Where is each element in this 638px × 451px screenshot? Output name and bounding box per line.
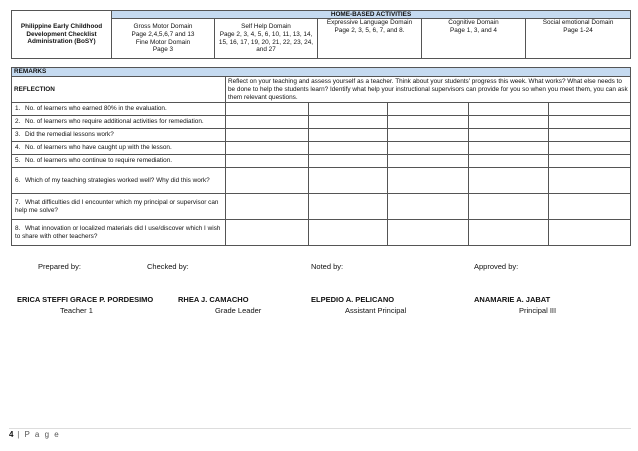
answer-cell[interactable] — [226, 116, 309, 129]
domain-name: Fine Motor Domain — [135, 38, 191, 46]
question-number: 6. — [15, 176, 21, 184]
answer-cell[interactable] — [309, 103, 388, 116]
question-text: No. of learners who continue to require remediation. — [25, 157, 173, 164]
domain-pages: Page 2, 3, 4, 5, 6, 10, 11, 13, 14, 15, 16, 17, 19, 20, 21, 22, 23, 24, and 27 — [218, 30, 314, 54]
answer-cell[interactable] — [309, 220, 388, 246]
reflection-question — [12, 142, 226, 155]
domain-pages: Page 1-24 — [563, 26, 593, 34]
answer-cell[interactable] — [388, 220, 469, 246]
answer-cell[interactable] — [469, 194, 549, 220]
answer-cell[interactable] — [469, 142, 549, 155]
answer-cell[interactable] — [549, 142, 631, 155]
answer-cell[interactable] — [469, 129, 549, 142]
question-text: Which of my teaching strategies worked well? Why did this work? — [25, 176, 210, 184]
answer-cell[interactable] — [309, 142, 388, 155]
answer-cell[interactable] — [388, 194, 469, 220]
approver-position: Principal III — [519, 306, 557, 315]
domain-pages: Page 3 — [152, 46, 174, 54]
remarks-table — [11, 67, 631, 246]
program-title-cell — [12, 11, 112, 59]
domain-pages: Page 2,4,5,6,7 and 13 — [131, 30, 195, 38]
question-text: No. of learners who have caught up with the lesson. — [25, 144, 172, 151]
answer-cell[interactable] — [469, 155, 549, 168]
domain-cell-cognitive — [422, 19, 526, 59]
approver-name: ANAMARIE A. JABAT — [474, 295, 551, 304]
question-text: What innovation or localized materials did I use/discover which I wish to share with other teachers? — [15, 224, 221, 240]
answer-cell[interactable] — [388, 155, 469, 168]
answer-cell[interactable] — [549, 103, 631, 116]
noter-position: Assistant Principal — [345, 306, 407, 315]
program-title: Philippine Early Childhood Development Checklist Administration (BoSY) — [20, 22, 103, 46]
question-number: 7. — [15, 198, 21, 206]
answer-cell[interactable] — [226, 155, 309, 168]
answer-cell[interactable] — [309, 168, 388, 194]
home-based-activities-table — [11, 10, 631, 59]
question-text: No. of learners who earned 80% in the evaluation. — [25, 105, 167, 112]
preparer-name: ERICA STEFFI GRACE P. PORDESIMO — [17, 295, 154, 304]
reflection-label: REFLECTION — [12, 77, 226, 103]
question-number: 5. — [15, 157, 21, 164]
domain-cell-gross-motor — [112, 19, 215, 59]
answer-cell[interactable] — [549, 220, 631, 246]
answer-cell[interactable] — [549, 116, 631, 129]
question-number: 8. — [15, 224, 21, 232]
domain-name: Self Help Domain — [241, 22, 291, 30]
noter-name: ELPEDIO A. PELICANO — [311, 295, 395, 304]
question-number: 4. — [15, 144, 21, 151]
domain-pages: Page 2, 3, 5, 6, 7, and 8. — [334, 26, 405, 34]
home-based-activities-heading: HOME-BASED ACTIVITIES — [112, 11, 631, 19]
reflection-question — [12, 194, 226, 220]
reflection-question — [12, 129, 226, 142]
domain-name: Cognitive Domain — [448, 19, 499, 26]
answer-cell[interactable] — [309, 194, 388, 220]
remarks-heading: REMARKS — [12, 68, 631, 77]
reflection-prompt: Reflect on your teaching and assess yourself as a teacher. Think about your students' progress this week. What works? What else needs to be done to help the students learn? Identify what help your instructional supervisors can provide for you so when you meet them, you can ask them relevant questions. — [226, 77, 631, 103]
reflection-question — [12, 103, 226, 116]
domain-name: Gross Motor Domain — [133, 22, 193, 30]
answer-cell[interactable] — [226, 168, 309, 194]
answer-cell[interactable] — [388, 142, 469, 155]
answer-cell[interactable] — [388, 129, 469, 142]
answer-cell[interactable] — [309, 116, 388, 129]
answer-cell[interactable] — [309, 155, 388, 168]
question-text: Did the remedial lessons work? — [25, 131, 114, 138]
question-number: 1. — [15, 105, 21, 112]
reflection-question — [12, 116, 226, 129]
answer-cell[interactable] — [469, 103, 549, 116]
page-footer — [9, 430, 60, 439]
answer-cell[interactable] — [388, 168, 469, 194]
answer-cell[interactable] — [469, 168, 549, 194]
domain-cell-expressive-language — [318, 19, 422, 59]
question-text: No. of learners who require additional activities for remediation. — [25, 118, 204, 125]
question-text: What difficulties did I encounter which my principal or supervisor can help me solve? — [15, 198, 219, 214]
approved-by-label: Approved by: — [474, 262, 519, 271]
answer-cell[interactable] — [469, 220, 549, 246]
answer-cell[interactable] — [309, 129, 388, 142]
reflection-question — [12, 155, 226, 168]
answer-cell[interactable] — [388, 116, 469, 129]
reflection-question — [12, 220, 226, 246]
answer-cell[interactable] — [549, 168, 631, 194]
domain-cell-social-emotional — [526, 19, 631, 59]
page-label: | P a g e — [17, 430, 61, 439]
domain-name: Expressive Language Domain — [326, 19, 413, 26]
reflection-question — [12, 168, 226, 194]
answer-cell[interactable] — [226, 220, 309, 246]
answer-cell[interactable] — [226, 142, 309, 155]
domain-pages: Page 1, 3, and 4 — [450, 26, 497, 34]
noted-by-label: Noted by: — [311, 262, 344, 271]
prepared-by-label: Prepared by: — [38, 262, 81, 271]
footer-divider — [9, 428, 631, 429]
answer-cell[interactable] — [469, 116, 549, 129]
answer-cell[interactable] — [226, 129, 309, 142]
preparer-position: Teacher 1 — [60, 306, 93, 315]
question-number: 3. — [15, 131, 21, 138]
question-number: 2. — [15, 118, 21, 125]
answer-cell[interactable] — [388, 103, 469, 116]
checker-position: Grade Leader — [215, 306, 262, 315]
page-number: 4 — [9, 430, 14, 439]
answer-cell[interactable] — [549, 155, 631, 168]
checker-name: RHEA J. CAMACHO — [178, 295, 249, 304]
answer-cell[interactable] — [226, 103, 309, 116]
domain-name: Social emotional Domain — [542, 19, 614, 26]
answer-cell[interactable] — [226, 194, 309, 220]
checked-by-label: Checked by: — [147, 262, 189, 271]
answer-cell[interactable] — [549, 194, 631, 220]
answer-cell[interactable] — [549, 129, 631, 142]
domain-cell-self-help — [215, 19, 318, 59]
